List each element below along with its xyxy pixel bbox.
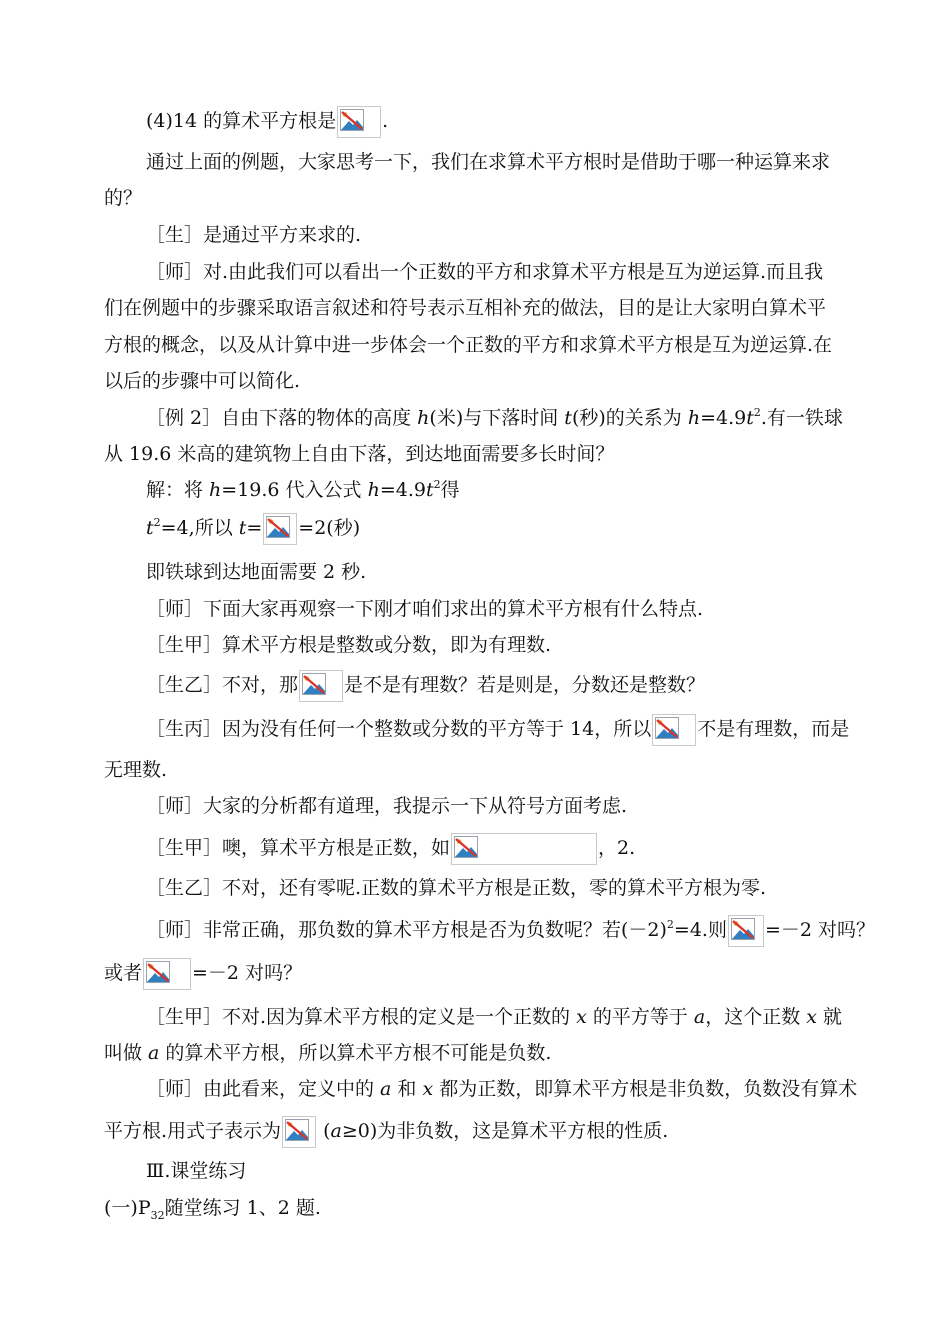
broken-image-icon [282,1116,316,1148]
line-l10: 从 19.6 米高的建筑物上自由下落，到达地面需要多长时间？ [104,443,615,465]
line-l2: 通过上面的例题，大家思考一下，我们在求算术平方根时是借助于哪一种运算来求 [146,151,831,173]
line-l11: 解：将 h=19.6 代入公式 $h=4.9t^2$得 [146,477,460,501]
line-l29: (一)$P_{32}$随堂练习 1、2 题. [104,1197,321,1222]
line-l8: 以后的步骤中可以简化. [104,370,301,392]
broken-image-icon [299,670,343,702]
line-l25: 叫做 a 的算术平方根，所以算术平方根不可能是负数. [104,1042,552,1064]
broken-image-icon [143,958,191,990]
line-l23: 或者 =－2 对吗？ [104,958,302,990]
line-l12: $t^2=4$,所以 t= =2(秒) [146,513,360,545]
line-l21: ［生乙］不对，还有零呢.正数的算术平方根是正数，零的算术平方根为零. [146,877,767,899]
line-l14: ［师］下面大家再观察一下刚才咱们求出的算术平方根有什么特点. [146,598,704,620]
line-l18: 无理数. [104,759,168,781]
line-l1: (4)14 的算术平方根是 . [146,106,388,138]
line-l13: 即铁球到达地面需要 2 秒. [146,561,367,583]
broken-image-icon [337,106,381,138]
line-l5: ［师］对.由此我们可以看出一个正数的平方和求算术平方根是互为逆运算.而且我 [146,261,824,283]
line-l4: ［生］是通过平方来求的. [146,224,362,246]
line-l24: ［生甲］不对.因为算术平方根的定义是一个正数的 x 的平方等于 a，这个正数 x 就 [146,1006,843,1028]
section-heading: Ⅲ.课堂练习 [146,1160,247,1182]
line-l16: ［生乙］不对，那 是不是有理数？若是则是，分数还是整数？ [146,670,705,702]
line-l17: ［生丙］因为没有任何一个整数或分数的平方等于 14，所以 不是有理数，而是 [146,714,849,746]
line-l27: 平方根.用式子表示为 (a≥0)为非负数，这是算术平方根的性质. [104,1116,668,1148]
line-l6: 们在例题中的步骤采取语言叙述和符号表示互相补充的做法，目的是让大家明白算术平 [104,297,827,319]
broken-image-icon [263,513,297,545]
line-l19: ［师］大家的分析都有道理，我提示一下从符号方面考虑. [146,795,628,817]
line-l26: ［师］由此看来，定义中的 a 和 x 都为正数，即算术平方根是非负数，负数没有算术 [146,1078,858,1100]
broken-image-icon [728,915,764,947]
line-l15: ［生甲］算术平方根是整数或分数，即为有理数. [146,634,552,656]
line-l9: ［例 2］自由下落的物体的高度 h(米)与下落时间 t(秒)的关系为 $h=4.9t^2$.有一铁球 [146,405,843,429]
broken-image-icon [451,833,597,865]
line-l22: ［师］非常正确，那负数的算术平方根是否为负数呢？若$(-2)^2=4$.则 =－2 对吗？ [146,915,875,947]
line-l20: ［生甲］噢，算术平方根是正数，如 ，2. [146,833,635,865]
broken-image-icon [652,714,696,746]
line-l7: 方根的概念，以及从计算中进一步体会一个正数的平方和求算术平方根是互为逆运算.在 [104,334,833,356]
line-l3: 的？ [104,187,143,209]
